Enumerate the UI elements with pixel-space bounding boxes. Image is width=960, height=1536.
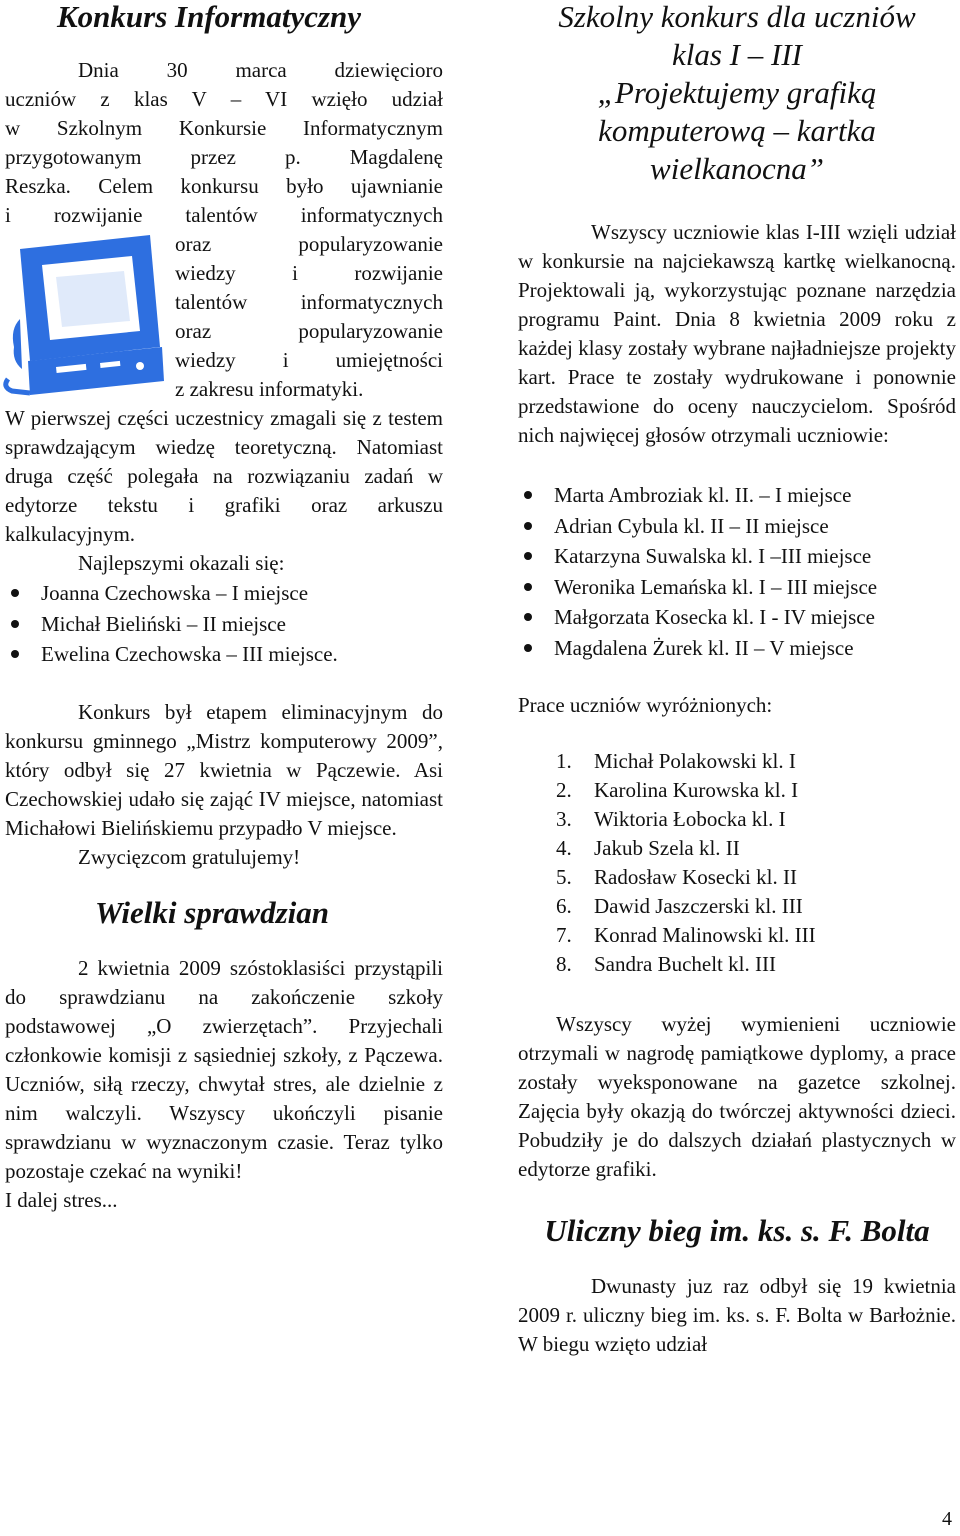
- article-informatyczny-followup: Konkurs był etapem eliminacyjnym do konkursu gminnego „Mistrz komputerowy 2009”, który odbył się 27 kwietnia w Pączewie. Asi Czechowskiej udało się zająć IV miejsce, natomiast Michałowi Bielińskiemu przypadło V miejsce.: [5, 699, 443, 840]
- right-column: [518, 0, 956, 1359]
- list-item-number: 3.: [556, 807, 572, 831]
- list-item: Adrian Cybula kl. II – II miejsce: [518, 511, 956, 542]
- intro-line: oraz popularyzowanie: [175, 319, 443, 343]
- list-item-number: 8.: [556, 952, 572, 976]
- list-item-text: Dawid Jaszczerski kl. III: [594, 894, 803, 918]
- list-item-number: 6.: [556, 894, 572, 918]
- article-szkolny-closing: Wszyscy wyżej wymienieni uczniowie otrzymali w nagrodę pamiątkowe dyplomy, a prace zostały wyeksponowane na gazetce szkolnej. Zajęcia były okazją do twórczej aktywności dzieci. Pobudziły je do dalszych działań plastycznych w edytorze grafiki.: [518, 1012, 956, 1181]
- list-item: Katarzyna Suwalska kl. I –III miejsce: [518, 541, 956, 572]
- article-informatyczny-body: W pierwszej części uczestnicy zmagali się z testem sprawdzającym wiedzę teoretyczną. Natomiast druga część polegała na rozwiązaniu zadań w edytorze tekstu i grafiki oraz arkuszu kalkulacyjnym.: [5, 406, 443, 546]
- intro-line: Reszka. Celem konkursu było ujawnianie: [5, 174, 443, 198]
- list-item: Joanna Czechowska – I miejsce: [5, 578, 443, 609]
- title-line: Szkolny konkurs dla uczniów: [558, 0, 916, 34]
- winners-list: [5, 578, 443, 670]
- list-item: [518, 776, 956, 805]
- list-item: [518, 950, 956, 979]
- list-item: Marta Ambroziak kl. II. – I miejsce: [518, 480, 956, 511]
- intro-line: talentów informatycznych: [175, 290, 443, 314]
- title-line: wielkanocna”: [650, 151, 824, 186]
- list-item-text: Wiktoria Łobocka kl. I: [594, 807, 786, 831]
- article-sprawdzian-end: I dalej stres...: [5, 1187, 118, 1212]
- intro-line: w Szkolnym Konkursie Informatycznym: [5, 116, 443, 140]
- intro-wrapped-block: [175, 230, 443, 404]
- list-item-text: Karolina Kurowska kl. I: [594, 778, 799, 802]
- list-item: Weronika Lemańska kl. I – III miejsce: [518, 572, 956, 603]
- list-item-text: Konrad Malinowski kl. III: [594, 923, 816, 947]
- intro-line: przygotowanym przez p. Magdalenę: [5, 145, 443, 169]
- congratulations-text: Zwycięzcom gratulujemy!: [78, 844, 301, 869]
- intro-line: uczniów z klas V – VI wzięło udział: [5, 87, 443, 111]
- title-line: „Projektujemy grafiką: [597, 75, 877, 110]
- list-item-text: Sandra Buchelt kl. III: [594, 952, 776, 976]
- article-szkolny-body: Wszyscy uczniowie klas I-III wzięli udział w konkursie na najciekawszą kartkę wielkanocną. Projektowali ją, wykorzystując poznane narzędzia programu Paint. Dnia 8 kwietnia 2009 roku z każdej klasy zostały wybrane najładniejsze projekty kart. Prace te zostały wydrukowane i ponownie przedstawione do oceny nauczycielom. Spośród nich najwięcej głosów otrzymali uczniowie:: [518, 220, 956, 447]
- intro-line: i rozwijanie talentów informatycznych: [5, 203, 443, 227]
- computer-clipart-icon: [0, 229, 165, 399]
- intro-line: Dnia 30 marca dziewięcioro: [78, 58, 443, 82]
- article-title-konkurs-szkolny: [518, 0, 956, 188]
- distinguished-list: [518, 747, 956, 979]
- winners-intro: Najlepszymi okazali się:: [78, 551, 285, 575]
- list-item-number: 2.: [556, 778, 572, 802]
- page-number: 4: [942, 1508, 952, 1530]
- intro-line: wiedzy i umiejętności: [175, 348, 443, 372]
- list-item-number: 1.: [556, 749, 572, 773]
- title-line: komputerową – kartka: [598, 113, 876, 148]
- list-item: [518, 834, 956, 863]
- list-item: [518, 892, 956, 921]
- list-item: Małgorzata Kosecka kl. I - IV miejsce: [518, 602, 956, 633]
- list-item: [518, 805, 956, 834]
- list-item-number: 7.: [556, 923, 572, 947]
- list-item: [518, 747, 956, 776]
- article-title-wielki-sprawdzian: Wielki sprawdzian: [95, 894, 329, 930]
- list-item: [518, 863, 956, 892]
- left-column: [5, 0, 443, 1215]
- list-item: Michał Bieliński – II miejsce: [5, 609, 443, 640]
- intro-line: z zakresu informatyki.: [175, 377, 364, 401]
- list-item: Magdalena Żurek kl. II – V miejsce: [518, 633, 956, 664]
- article-bieg-body: Dwunasty juz raz odbył się 19 kwietnia 2009 r. uliczny bieg im. ks. s. F. Bolta w Barłożnie. W biegu wzięto udział: [518, 1274, 956, 1356]
- article-title-konkurs-informatyczny: Konkurs Informatyczny: [57, 0, 362, 34]
- list-item-text: Jakub Szela kl. II: [594, 836, 740, 860]
- list-item-number: 4.: [556, 836, 572, 860]
- title-line: klas I – III: [672, 37, 802, 72]
- article-title-uliczny-bieg: Uliczny bieg im. ks. s. F. Bolta: [544, 1213, 930, 1248]
- grafika-winners-list: [518, 480, 956, 663]
- list-item-number: 5.: [556, 865, 572, 889]
- list-item-text: Radosław Kosecki kl. II: [594, 865, 797, 889]
- distinguished-heading: Prace uczniów wyróżnionych:: [518, 693, 773, 717]
- list-item-text: Michał Polakowski kl. I: [594, 749, 796, 773]
- article-sprawdzian-body: 2 kwietnia 2009 szóstoklasiści przystąpili do sprawdzianu na zakończenie szkoły podstawowej „O zwierzętach”. Przyjechali członkowie komisji z sąsiedniej szkoły, z Pączewa. Uczniów, siłą rzeczy, chwytał stres, ale dzielnie z nim walczyli. Wszyscy ukończyli pisanie sprawdzianu w wyznaczonym czasie. Teraz tylko pozostaje czekać na wyniki!: [5, 955, 443, 1183]
- intro-line: wiedzy i rozwijanie: [175, 261, 443, 285]
- intro-line: oraz popularyzowanie: [175, 232, 443, 256]
- list-item: [518, 921, 956, 950]
- list-item: Ewelina Czechowska – III miejsce.: [5, 639, 443, 670]
